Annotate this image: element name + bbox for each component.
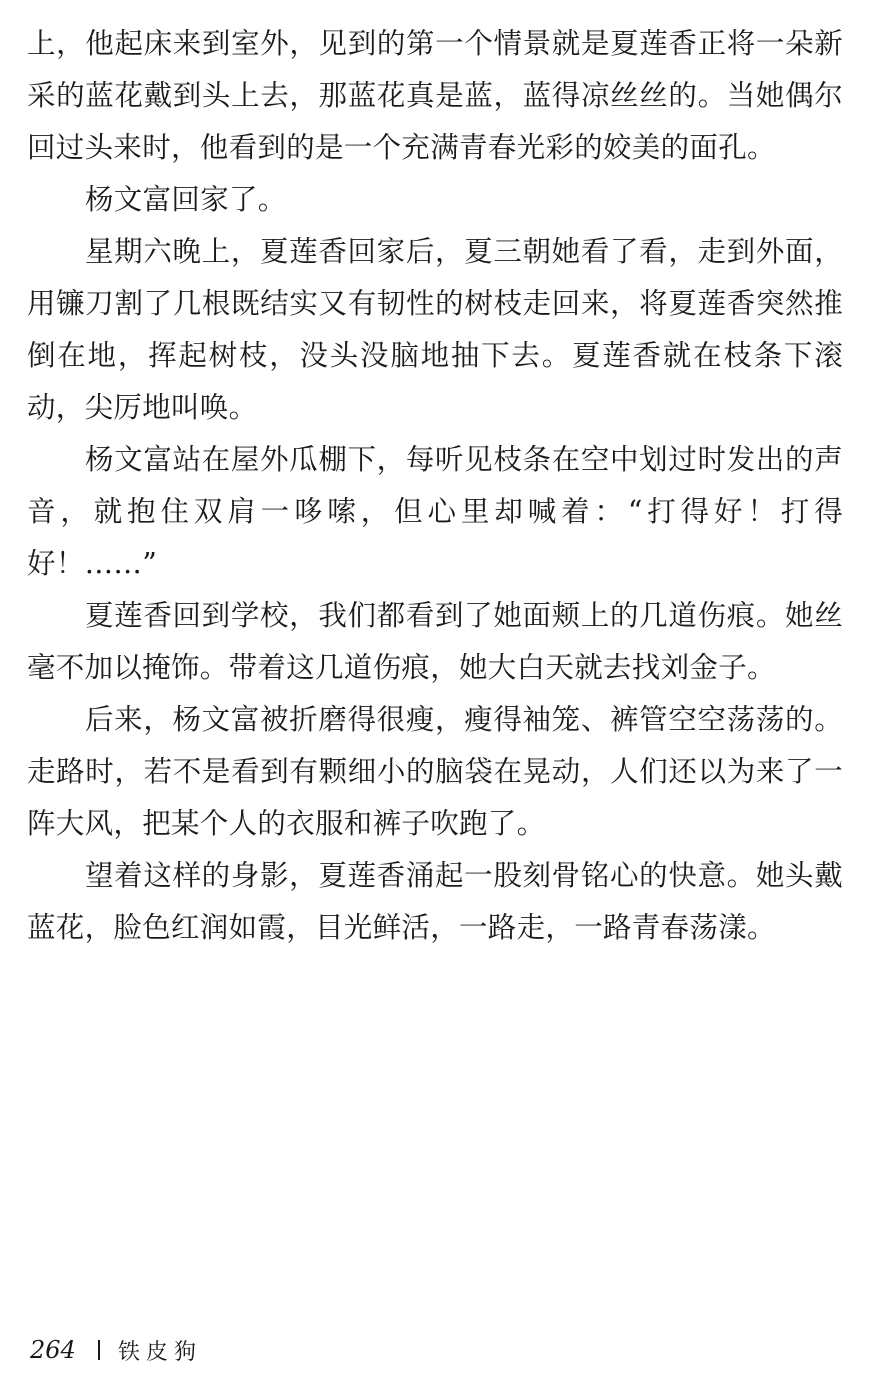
footer-divider: [98, 1340, 100, 1360]
book-title: 铁皮狗: [117, 1339, 202, 1365]
paragraph-3: 星期六晚上，夏莲香回家后，夏三朝她看了看，走到外面，用镰刀割了几根既结实又有韧性的树枝走回来，将夏莲香突然推倒在地，挥起树枝，没头没脑地抽下去。夏莲香就在枝条下滚动，尖厉地叫唤。: [27, 235, 843, 424]
paragraph-6: 后来，杨文富被折磨得很瘦，瘦得袖笼、裤管空空荡荡的。走路时，若不是看到有颗细小的脑袋在晃动，人们还以为来了一阵大风，把某个人的衣服和裤子吹跑了。: [27, 703, 843, 840]
paragraph-4: 杨文富站在屋外瓜棚下，每听见枝条在空中划过时发出的声音，就抱住双肩一哆嗦，但心里却喊着：“打得好！打得好！……”: [27, 443, 843, 580]
paragraph-7: 望着这样的身影，夏莲香涌起一股刻骨铭心的快意。她头戴蓝花，脸色红润如霞，目光鲜活，一路走，一路青春荡漾。: [27, 859, 843, 944]
page-footer: [30, 1332, 202, 1368]
paragraph-1: 上，他起床来到室外，见到的第一个情景就是夏莲香正将一朵新采的蓝花戴到头上去，那蓝花真是蓝，蓝得凉丝丝的。当她偶尔回过头来时，他看到的是一个充满青春光彩的姣美的面孔。: [27, 27, 843, 164]
paragraph-2: 杨文富回家了。: [85, 183, 287, 216]
page-body: [27, 18, 843, 954]
paragraph-5: 夏莲香回到学校，我们都看到了她面颊上的几道伤痕。她丝毫不加以掩饰。带着这几道伤痕，她大白天就去找刘金子。: [27, 599, 843, 684]
page-number: 264: [30, 1336, 76, 1364]
